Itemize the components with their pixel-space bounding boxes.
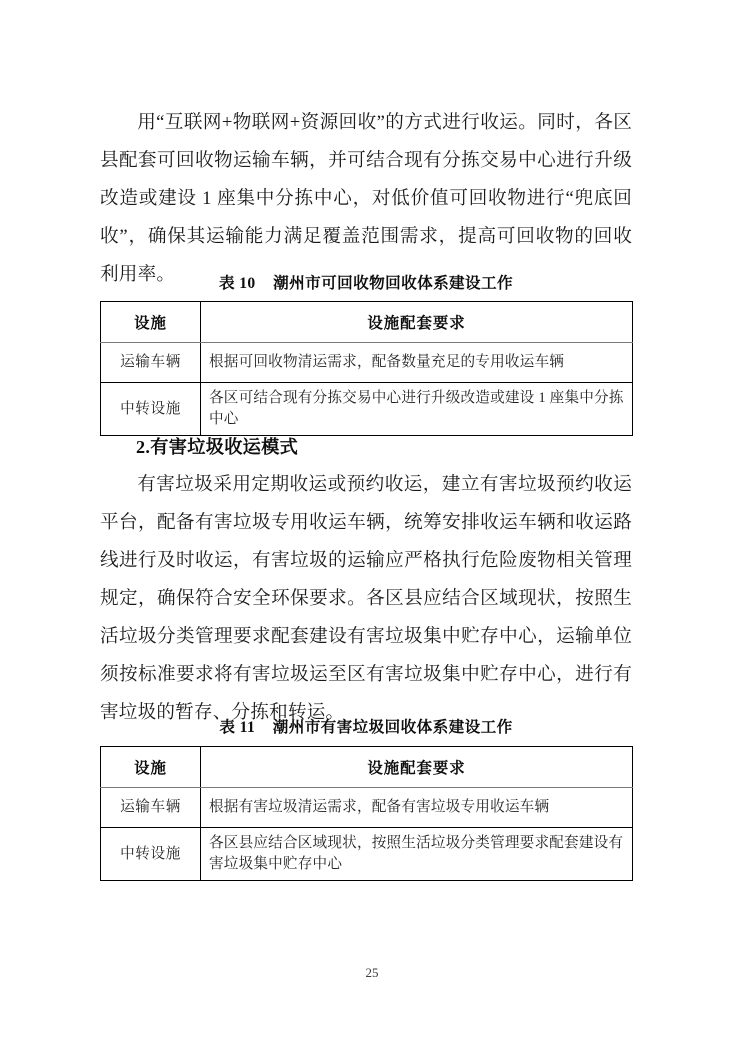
table-10-block (100, 272, 632, 436)
table-11-row-1-requirement: 各区县应结合区域现状，按照生活垃圾分类管理要求配套建设有害垃圾集中贮存中心 (201, 828, 633, 881)
table-row (101, 343, 633, 383)
table-row (101, 828, 633, 881)
table-row (101, 788, 633, 828)
table-10-header-requirement: 设施配套要求 (201, 302, 633, 343)
table-10-header-facility: 设施 (101, 302, 201, 343)
table-10-row-0-facility: 运输车辆 (101, 343, 201, 383)
table-10-row-1-facility: 中转设施 (101, 383, 201, 436)
table-10-row-1-requirement: 各区可结合现有分拣交易中心进行升级改造或建设 1 座集中分拣中心 (201, 383, 633, 436)
body-paragraph-1: 用“互联网+物联网+资源回收”的方式进行收运。同时，各区县配套可回收物运输车辆，并可结合现有分拣交易中心进行升级改造或建设 1 座集中分拣中心，对低价值可回收物进行“兜底回收”，确保其运输能力满足覆盖范围需求，提高可回收物的回收利用率。 (100, 112, 632, 285)
table-11 (100, 746, 633, 881)
table-10-caption (100, 272, 632, 295)
table-10-caption-title: 潮州市可回收物回收体系建设工作 (273, 274, 514, 292)
table-11-row-0-requirement: 根据有害垃圾清运需求，配备有害垃圾专用收运车辆 (201, 788, 633, 828)
table-11-row-1-facility: 中转设施 (101, 828, 201, 881)
table-10-caption-label: 表 10 (218, 275, 256, 292)
table-10-header-row (101, 302, 633, 343)
paragraph-block-2 (100, 466, 632, 732)
page-number: 25 (365, 965, 379, 980)
table-11-header-row (101, 747, 633, 788)
table-10-row-0-requirement: 根据可回收物清运需求，配备数量充足的专用收运车辆 (201, 343, 633, 383)
table-11-row-0-facility: 运输车辆 (101, 788, 201, 828)
section-heading-2: 2.有害垃圾收运模式 (136, 437, 299, 457)
table-11-block (100, 716, 632, 881)
table-10 (100, 301, 633, 436)
table-11-header-requirement: 设施配套要求 (201, 747, 633, 788)
table-11-caption-label: 表 11 (219, 719, 256, 736)
heading-block (100, 428, 632, 466)
table-11-header-facility: 设施 (101, 747, 201, 788)
table-11-caption-title: 潮州市有害垃圾回收体系建设工作 (272, 718, 513, 736)
body-paragraph-2: 有害垃圾采用定期收运或预约收运，建立有害垃圾预约收运平台，配备有害垃圾专用收运车辆，统筹安排收运车辆和收运路线进行及时收运，有害垃圾的运输应严格执行危险废物相关管理规定，确保符合安全环保要求。各区县应结合区域现状，按照生活垃圾分类管理要求配套建设有害垃圾集中贮存中心，运输单位须按标准要求将有害垃圾运至区有害垃圾集中贮存中心，进行有害垃圾的暂存、分拣和转运。 (100, 474, 632, 723)
paragraph-block-1 (100, 104, 632, 294)
table-11-caption (100, 716, 632, 739)
